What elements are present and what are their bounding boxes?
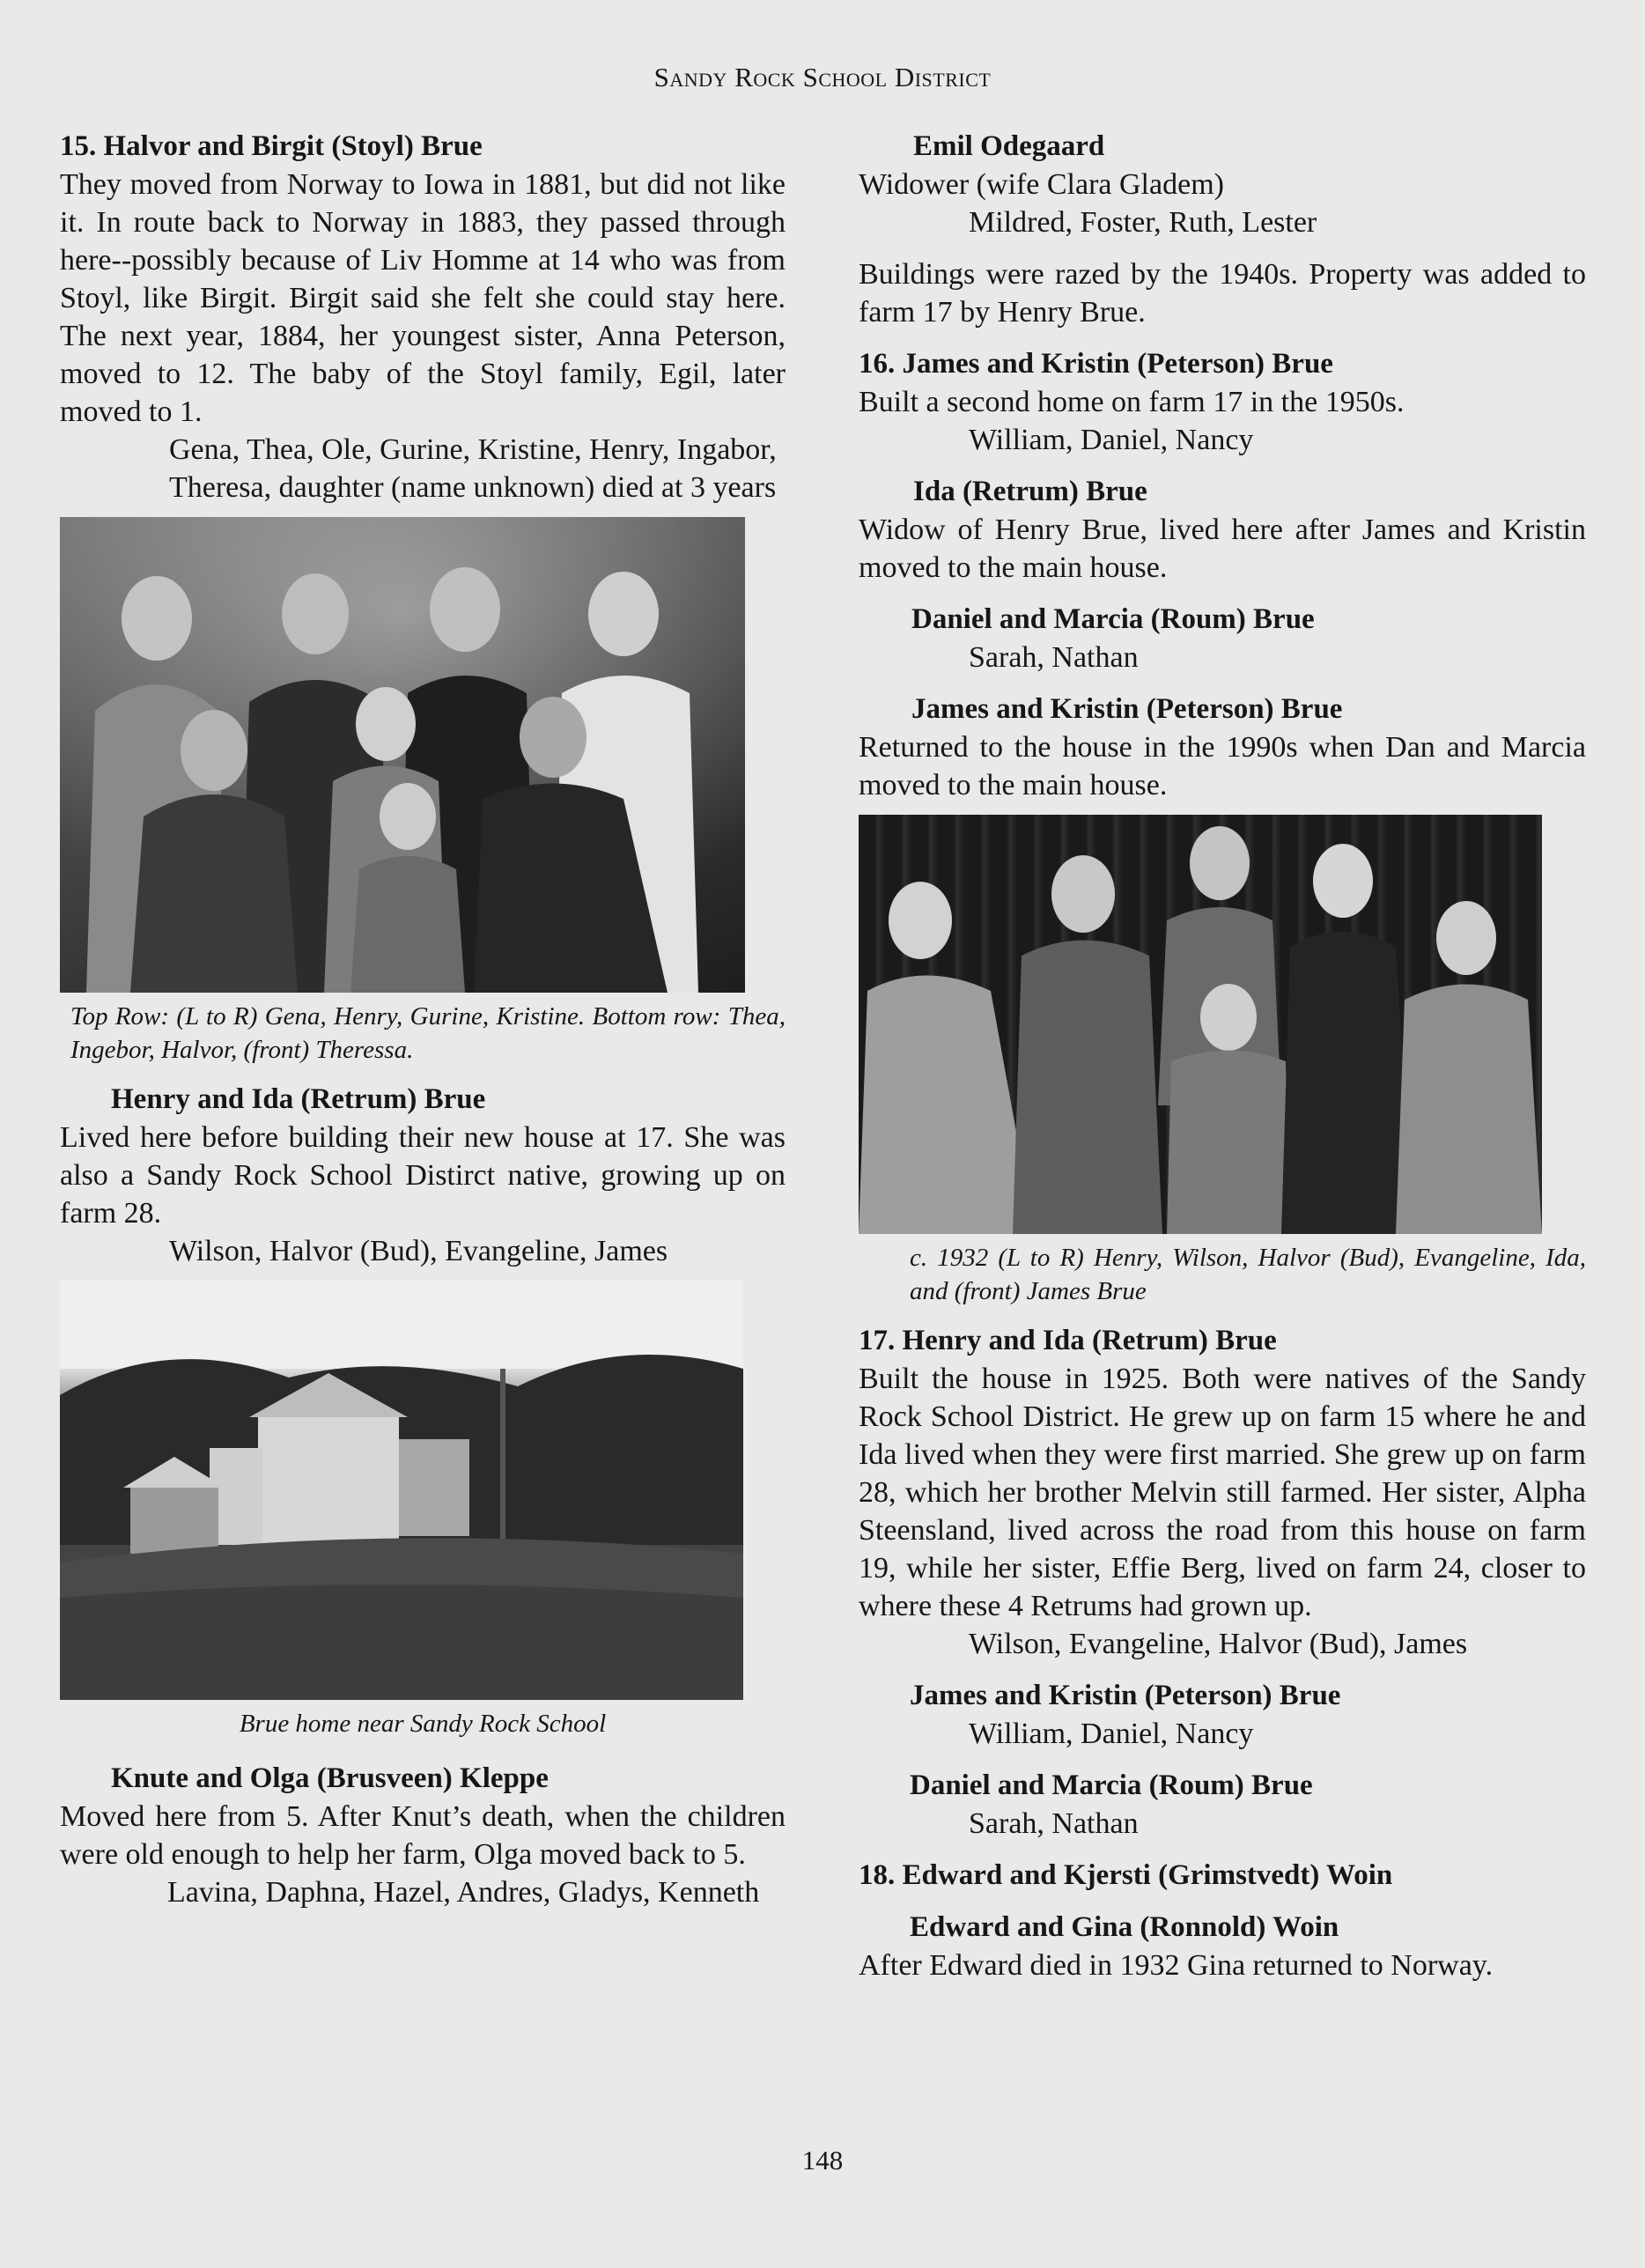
section-17-body: Built the house in 1925. Both were natives of the Sandy Rock School District. He grew up on farm 15 where he and Ida lived when they were first married. She grew up on farm 28, which her brother Melvin still farmed. Her sister, Alpha Steensland, lived across the road from this house on farm 19, while her sister, Effie Berg, lived on farm 24, closer to where these 4 Retrums had grown up. [859,1363,1586,1622]
brue-family-1932-caption: c. 1932 (L to R) Henry, Wilson, Halvor (Bud), Evangeline, Ida, and (front) James Brue [910,1244,1586,1305]
brue-family-1932-figures [859,815,1542,1234]
henry-ida-children: Wilson, Halvor (Bud), Evangeline, James [169,1235,668,1267]
henry-ida-title: Henry and Ida (Retrum) Brue [111,1083,486,1115]
family-portrait-photo [60,517,745,993]
james-kristin-title-3: James and Kristin (Peterson) Brue [910,1680,1341,1711]
brue-home-scene [60,1281,743,1700]
family-portrait-figures [60,517,745,993]
brue-home-photo [60,1281,743,1700]
section-17-children: Wilson, Evangeline, Halvor (Bud), James [969,1628,1468,1660]
family-portrait-caption: Top Row: (L to R) Gena, Henry, Gurine, Kristine. Bottom row: Thea, Ingebor, Halvor, (front) Theressa. [70,1002,786,1064]
james-kristin-body-2: Returned to the house in the 1990s when Dan and Marcia moved to the main house. [859,731,1586,802]
daniel-marcia-title-2: Daniel and Marcia (Roum) Brue [910,1769,1313,1801]
page-header: Sandy Rock School District [653,62,992,92]
emil-odegaard-title: Emil Odegaard [913,130,1105,162]
brue-home-caption: Brue home near Sandy Rock School [239,1710,607,1738]
emil-odegaard-children: Mildred, Foster, Ruth, Lester [969,206,1317,239]
left-column [60,128,786,1911]
section-17-title: 17. Henry and Ida (Retrum) Brue [859,1325,1277,1356]
section-16-body: Built a second home on farm 17 in the 1950s. [859,386,1405,418]
section-18-title: 18. Edward and Kjersti (Grimstvedt) Woin [859,1859,1393,1891]
right-column [859,128,1586,1984]
section-15-title: 15. Halvor and Birgit (Stoyl) Brue [60,130,483,162]
buildings-note: Buildings were razed by the 1940s. Property was added to farm 17 by Henry Brue. [859,258,1586,329]
section-15-children: Gena, Thea, Ole, Gurine, Kristine, Henry, Ingabor, Theresa, daughter (name unknown) died at 3 years [169,433,777,504]
section-15-body: They moved from Norway to Iowa in 1881, but did not like it. In route back to Norway in 1883, they passed through here--possibly because of Liv Homme at 14 who was from Stoyl, like Birgit. Birgit said she felt she could stay here. The next year, 1884, her youngest sister, Anna Peterson, moved to 12. The baby of the Stoyl family, Egil, later moved to 1. [60,168,786,428]
henry-ida-body: Lived here before building their new house at 17. She was also a Sandy Rock School Distirct native, growing up on farm 28. [60,1121,786,1230]
daniel-marcia-children: Sarah, Nathan [969,641,1139,674]
daniel-marcia-title: Daniel and Marcia (Roum) Brue [911,603,1315,635]
brue-family-1932-photo [859,815,1542,1234]
knute-olga-children: Lavina, Daphna, Hazel, Andres, Gladys, Kenneth [167,1876,760,1909]
section-16-title: 16. James and Kristin (Peterson) Brue [859,348,1333,380]
james-kristin-children-3: William, Daniel, Nancy [969,1718,1254,1750]
ida-retrum-body: Widow of Henry Brue, lived here after James and Kristin moved to the main house. [859,513,1586,584]
ida-retrum-title: Ida (Retrum) Brue [913,476,1147,507]
edward-gina-title: Edward and Gina (Ronnold) Woin [910,1911,1339,1943]
emil-odegaard-body: Widower (wife Clara Gladem) [859,168,1224,201]
knute-olga-title: Knute and Olga (Brusveen) Kleppe [111,1762,549,1794]
edward-gina-body: After Edward died in 1932 Gina returned to Norway. [859,1949,1494,1982]
section-16-children: William, Daniel, Nancy [969,424,1254,456]
knute-olga-body: Moved here from 5. After Knut’s death, when the children were old enough to help her farm, Olga moved back to 5. [60,1800,786,1871]
page-number: 148 [801,2145,844,2176]
james-kristin-title-2: James and Kristin (Peterson) Brue [911,693,1343,725]
daniel-marcia-children-2: Sarah, Nathan [969,1807,1139,1840]
